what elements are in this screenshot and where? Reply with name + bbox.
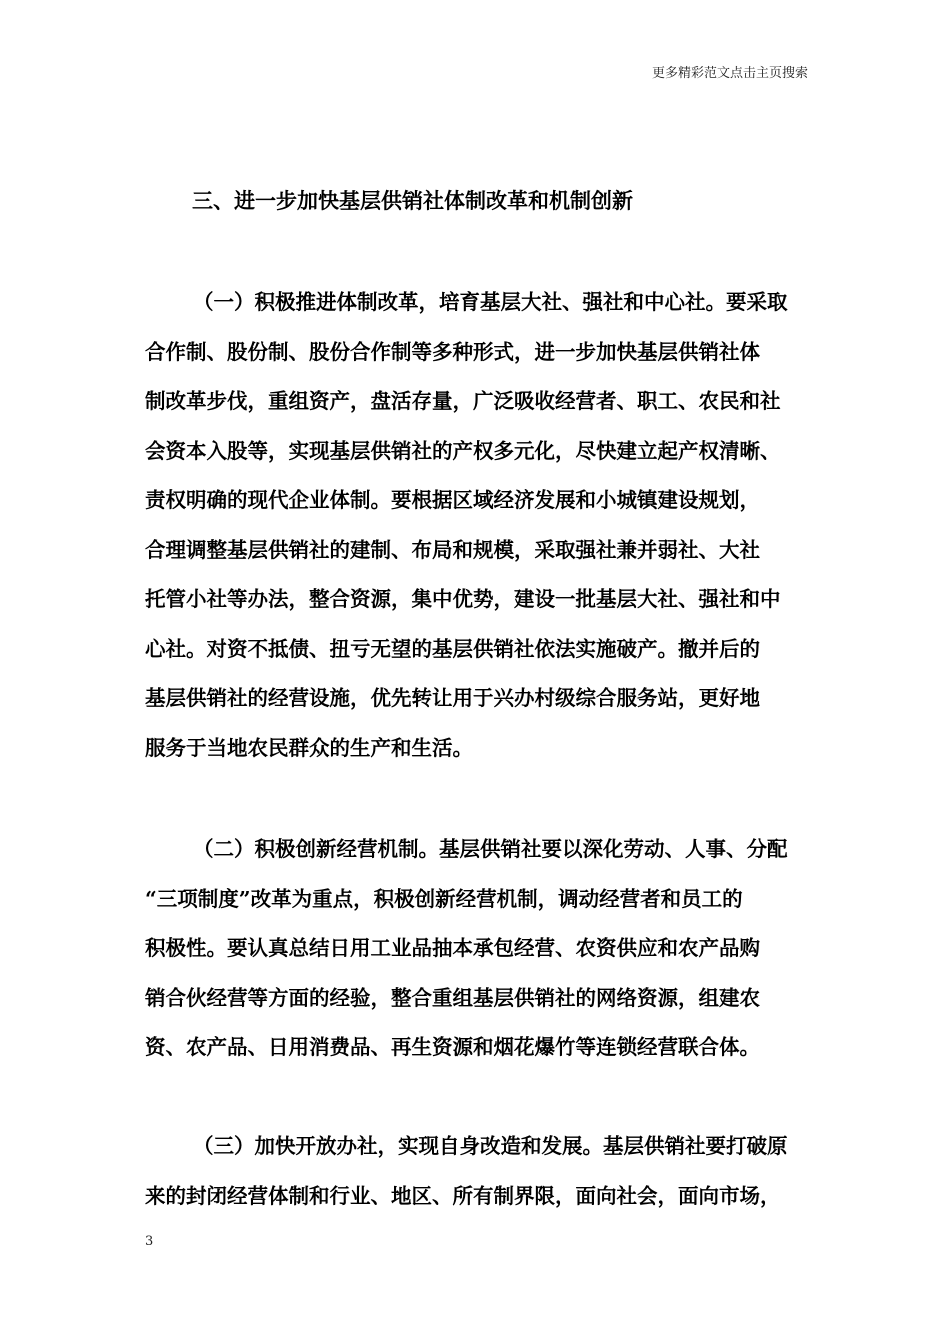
header-note: 更多精彩范文点击主页搜索	[651, 66, 808, 81]
paragraph-line: 积极性。要认真总结日用工业品抽本承包经营、农资供应和农产品购	[145, 936, 760, 960]
paragraph-line: 服务于当地农民群众的生产和生活。	[145, 735, 473, 760]
paragraph-line: 责权明确的现代企业体制。要根据区域经济发展和小城镇建设规划，	[145, 488, 760, 512]
paragraph-line: （二）积极创新经营机制。基层供销社要以深化劳动、人事、分配	[193, 837, 788, 861]
paragraph-line: 心社。对资不抵债、扭亏无望的基层供销社依法实施破产。撤并后的	[145, 636, 760, 661]
paragraph-line: （一）积极推进体制改革，培育基层大社、强社和中心社。要采取	[193, 290, 788, 314]
paragraph-line: 托管小社等办法，整合资源，集中优势，建设一批基层大社、强社和中	[145, 587, 781, 611]
section-heading: 三、进一步加快基层供销社体制改革和机制创新	[192, 188, 633, 213]
paragraph-open-cooperative	[145, 1122, 807, 1221]
paragraph-mechanism-innovation	[145, 825, 807, 1073]
paragraph-line: 会资本入股等，实现基层供销社的产权多元化，尽快建立起产权清晰、	[145, 438, 781, 463]
paragraph-line: “三项制度”改革为重点，积极创新经营机制，调动经营者和员工的	[145, 886, 743, 911]
paragraph-system-reform	[145, 278, 807, 773]
paragraph-line: 资、农产品、日用消费品、再生资源和烟花爆竹等连锁经营联合体。	[145, 1035, 760, 1059]
paragraph-line: （三）加快开放办社，实现自身改造和发展。基层供销社要打破原	[193, 1134, 788, 1158]
paragraph-line: 制改革步伐，重组资产，盘活存量，广泛吸收经营者、职工、农民和社	[145, 389, 781, 413]
paragraph-line: 销合伙经营等方面的经验，整合重组基层供销社的网络资源，组建农	[145, 985, 760, 1010]
paragraph-line: 基层供销社的经营设施，优先转让用于兴办村级综合服务站，更好地	[145, 686, 760, 710]
page-number: 3	[145, 1234, 154, 1249]
paragraph-line: 来的封闭经营体制和行业、地区、所有制界限，面向社会，面向市场，	[145, 1183, 781, 1208]
paragraph-line: 合作制、股份制、股份合作制等多种形式，进一步加快基层供销社体	[145, 339, 760, 364]
paragraph-line: 合理调整基层供销社的建制、布局和规模，采取强社兼并弱社、大社	[145, 537, 760, 562]
